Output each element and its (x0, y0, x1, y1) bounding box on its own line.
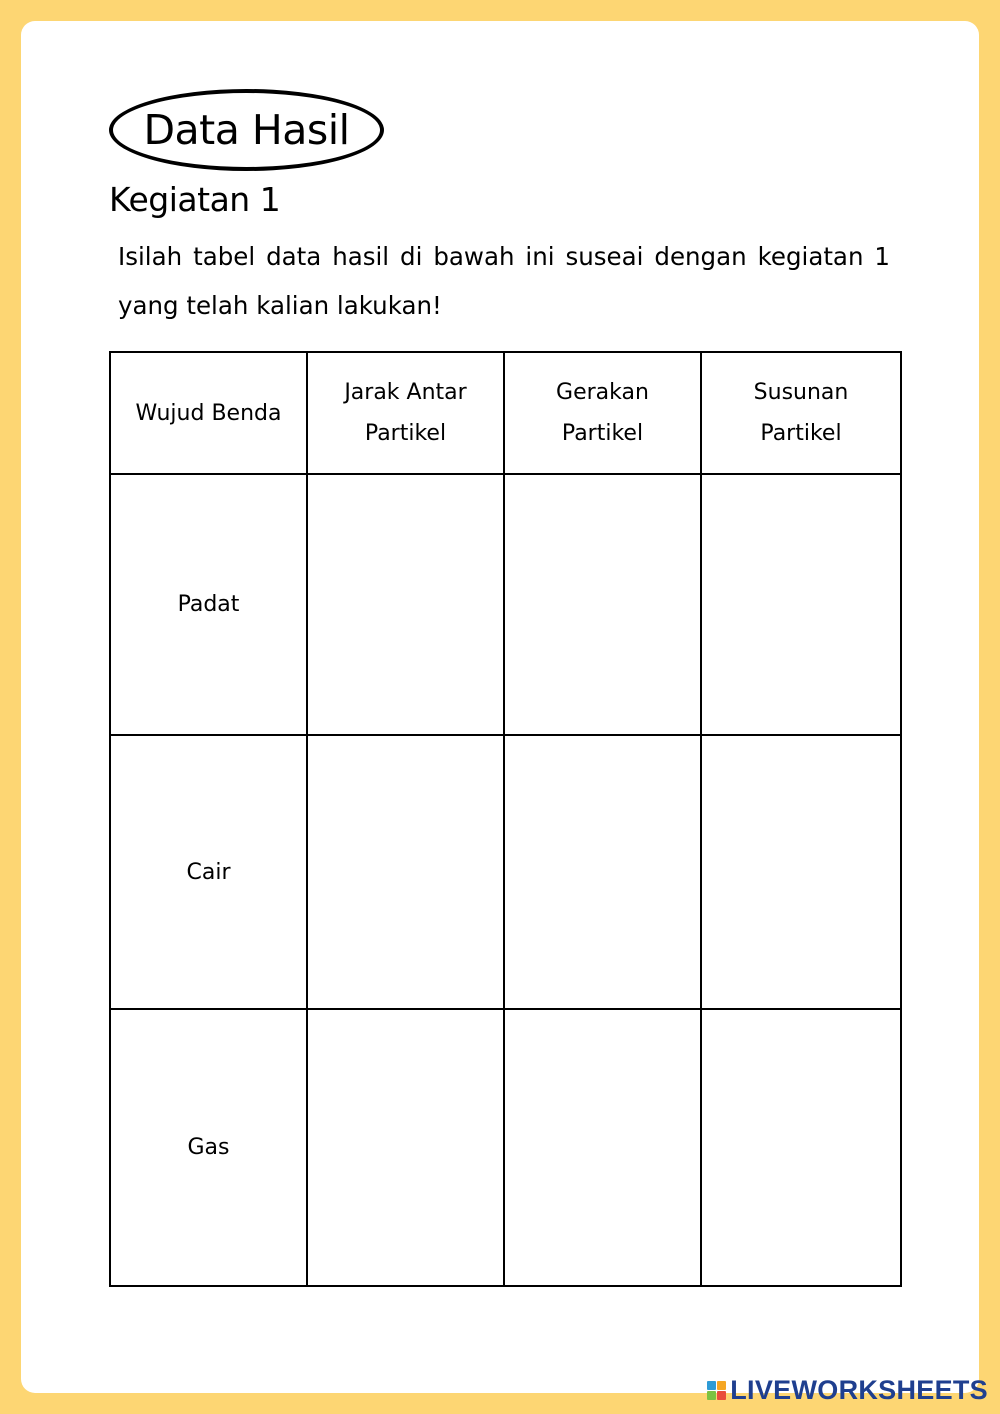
column-header-jarak-antar-partikel (307, 352, 504, 474)
answer-cell-padat-jarak[interactable] (307, 474, 504, 735)
results-table (109, 351, 902, 1287)
column-header-susunan-partikel (701, 352, 901, 474)
column-header-line: Jarak Antar (344, 380, 467, 405)
logo-square (707, 1391, 716, 1400)
column-header-line: Partikel (561, 421, 644, 446)
column-header-line: Partikel (760, 421, 842, 446)
table-row (110, 1009, 901, 1286)
page-title (109, 89, 384, 171)
column-header-line: Susunan (753, 380, 849, 405)
row-label-cair: Cair (110, 735, 307, 1009)
liveworksheets-logo-icon (707, 1381, 726, 1400)
table-row (110, 735, 901, 1009)
column-header-wujud-benda (110, 352, 307, 474)
answer-cell-padat-susunan[interactable] (701, 474, 901, 735)
watermark-text: LIVEWORKSHEETS (730, 1375, 988, 1405)
row-label-gas: Gas (110, 1009, 307, 1286)
column-header-gerakan-partikel (504, 352, 701, 474)
liveworksheets-watermark (707, 1375, 988, 1406)
answer-cell-cair-jarak[interactable] (307, 735, 504, 1009)
column-header-line: Gerakan (556, 380, 649, 405)
logo-square (717, 1381, 726, 1390)
logo-square (717, 1391, 726, 1400)
answer-cell-cair-susunan[interactable] (701, 735, 901, 1009)
page-title-text: Data Hasil (143, 106, 350, 154)
activity-subtitle: Kegiatan 1 (109, 180, 281, 219)
row-label-padat: Padat (110, 474, 307, 735)
answer-cell-gas-susunan[interactable] (701, 1009, 901, 1286)
answer-cell-cair-gerakan[interactable] (504, 735, 701, 1009)
answer-cell-gas-gerakan[interactable] (504, 1009, 701, 1286)
answer-cell-gas-jarak[interactable] (307, 1009, 504, 1286)
column-header-line: Wujud Benda (135, 400, 282, 426)
instruction-text: Isilah tabel data hasil di bawah ini suseai dengan kegiatan 1 yang telah kalian lakukan! (118, 242, 890, 320)
table-row (110, 474, 901, 735)
answer-cell-padat-gerakan[interactable] (504, 474, 701, 735)
logo-square (707, 1381, 716, 1390)
table-header-row (110, 352, 901, 474)
column-header-line: Partikel (364, 421, 447, 446)
